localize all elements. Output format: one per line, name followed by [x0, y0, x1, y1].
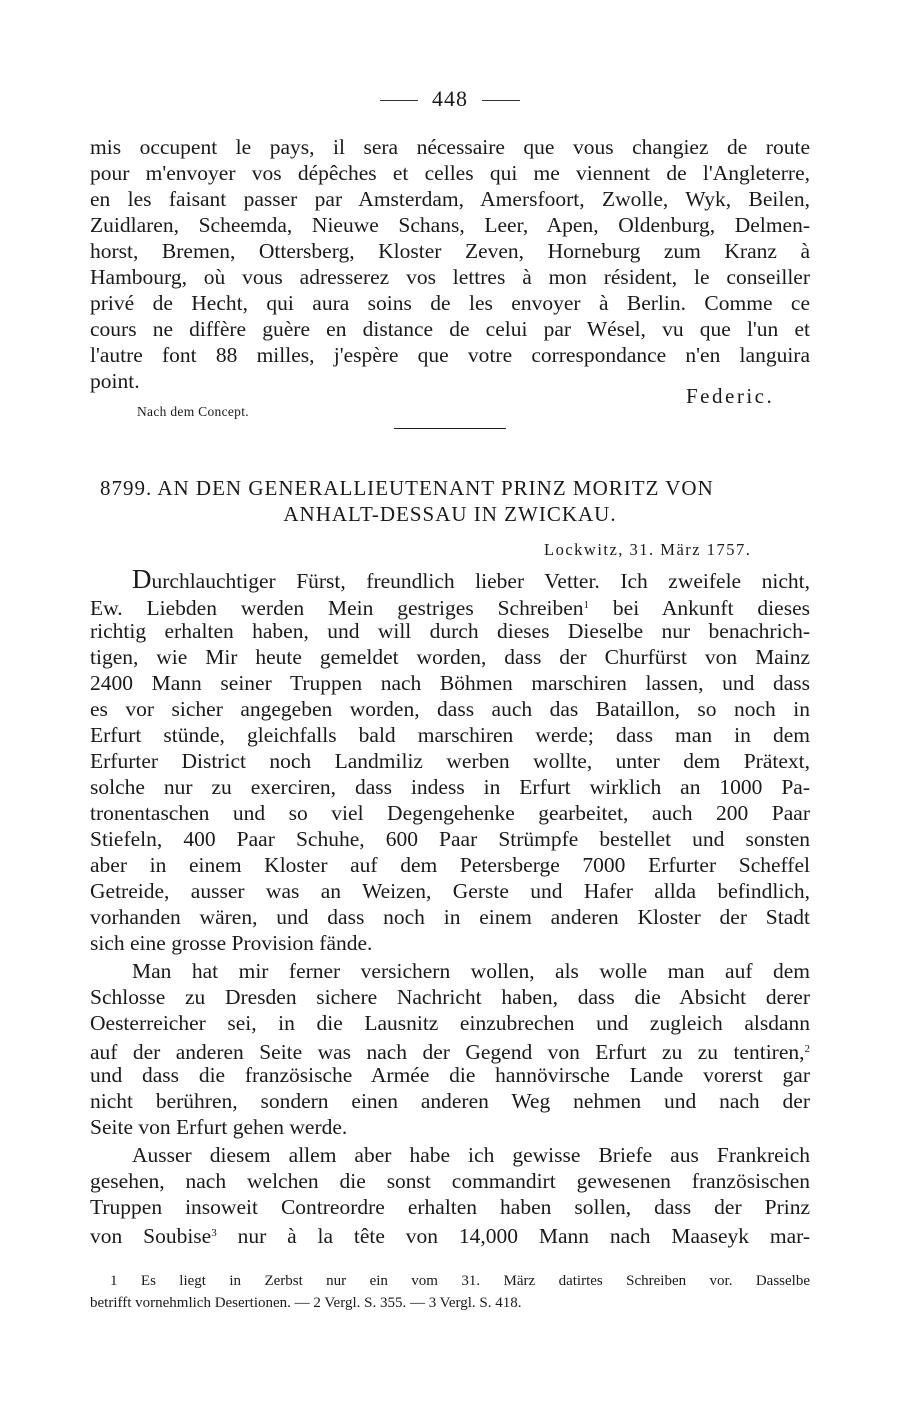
text-run: bei Ankunft dieses: [589, 596, 810, 620]
signature: Federic.: [686, 384, 775, 408]
text-line: l'autre font 88 milles, j'espère que votre correspondance n'en languira: [90, 343, 810, 367]
dateline: Lockwitz, 31. März 1757.: [544, 540, 752, 559]
drop-cap: D: [132, 564, 152, 594]
text-line: [132, 566, 810, 594]
text-run: von Soubise: [90, 1224, 212, 1248]
text-line: Stiefeln, 400 Paar Schuhe, 600 Paar Strümpfe bestellet und sonsten: [90, 827, 810, 851]
text-line: richtig erhalten haben, und will durch dieses Dieselbe nur benachrich-: [90, 619, 810, 643]
text-line: und dass die französische Armée die hannövirsche Lande vorerst gar: [90, 1063, 810, 1087]
text-line: Man hat mir ferner versichern wollen, als wolle man auf dem: [132, 959, 810, 983]
source-note: Nach dem Concept.: [137, 404, 249, 419]
text-line: privé de Hecht, qui aura soins de les envoyer à Berlin. Comme ce: [90, 291, 810, 315]
text-run: urchlauchtiger Fürst, freundlich lieber Vetter. Ich zweifele nicht,: [151, 569, 810, 593]
text-line: mis occupent le pays, il sera nécessaire que vous changiez de route: [90, 135, 810, 159]
letter-heading: 8799. AN DEN GENERALLIEUTENANT PRINZ MORITZ VON: [100, 476, 714, 500]
text-line: Schlosse zu Dresden sichere Nachricht haben, dass die Absicht derer: [90, 985, 810, 1009]
page-header: [0, 86, 900, 112]
page-number: 448: [432, 86, 468, 111]
header-dash-right: [482, 100, 520, 101]
header-dash-left: [380, 100, 418, 101]
text-line: Erfurt stünde, gleichfalls bald marschiren werde; dass man in dem: [90, 723, 810, 747]
text-line: point.: [90, 369, 140, 393]
text-line: [90, 1036, 810, 1065]
text-line: vorhanden wären, und dass noch in einem anderen Kloster der Stadt: [90, 905, 810, 929]
text-line: Oesterreicher sei, in die Lausnitz einzubrechen und zugleich alsdann: [90, 1011, 810, 1035]
footnote-line: 1 Es liegt in Zerbst nur ein vom 31. März datirtes Schreiben vor. Dasselbe: [110, 1273, 810, 1289]
text-line: [90, 592, 810, 621]
text-line: [90, 1220, 810, 1249]
text-line: aber in einem Kloster auf dem Petersberge 7000 Erfurter Scheffel: [90, 853, 810, 877]
text-line: Seite von Erfurt gehen werde.: [90, 1115, 348, 1139]
letter-heading-continued: ANHALT-DESSAU IN ZWICKAU.: [283, 502, 617, 526]
text-line: Truppen insoweit Contreordre erhalten haben sollen, dass der Prinz: [90, 1195, 810, 1219]
footnote-line: betrifft vornehmlich Desertionen. — 2 Vergl. S. 355. — 3 Vergl. S. 418.: [90, 1295, 522, 1311]
text-line: tronentaschen und so viel Degengehenke gearbeitet, auch 200 Paar: [90, 801, 810, 825]
text-line: gesehen, nach welchen die sonst commandirt gewesenen französischen: [90, 1169, 810, 1193]
text-line: sich eine grosse Provision fände.: [90, 931, 373, 955]
text-line: cours ne diffère guère en distance de celui par Wésel, vu que l'un et: [90, 317, 810, 341]
footnote-ref: 3: [211, 1227, 217, 1239]
text-line: Ausser diesem allem aber habe ich gewisse Briefe aus Frankreich: [132, 1143, 810, 1167]
text-line: en les faisant passer par Amsterdam, Amersfoort, Zwolle, Wyk, Beilen,: [90, 187, 810, 211]
text-line: Getreide, ausser was an Weizen, Gerste und Hafer allda befindlich,: [90, 879, 810, 903]
text-line: pour m'envoyer vos dépêches et celles qui me viennent de l'Angleterre,: [90, 161, 810, 185]
section-divider: [394, 428, 506, 429]
text-run: auf der anderen Seite was nach der Gegend von Erfurt zu zu tentiren,: [90, 1040, 805, 1064]
text-run: nur à la tête von 14,000 Mann nach Maaseyk mar-: [216, 1224, 811, 1248]
text-line: es vor sicher angegeben worden, dass auch das Bataillon, so noch in: [90, 697, 810, 721]
text-run: Ew. Liebden werden Mein gestriges Schreiben: [90, 596, 584, 620]
text-line: nicht berühren, sondern einen anderen Weg nehmen und nach der: [90, 1089, 810, 1113]
footnote-ref: 2: [804, 1043, 810, 1055]
text-line: Erfurter District noch Landmiliz werben wollte, unter dem Prätext,: [90, 749, 810, 773]
text-line: horst, Bremen, Ottersberg, Kloster Zeven, Horneburg zum Kranz à: [90, 239, 810, 263]
text-line: 2400 Mann seiner Truppen nach Böhmen marschiren lassen, und dass: [90, 671, 810, 695]
text-line: solche nur zu exerciren, dass indess in Erfurt wirklich an 1000 Pa-: [90, 775, 810, 799]
text-line: Hambourg, où vous adresserez vos lettres à mon résident, le conseiller: [90, 265, 810, 289]
footnote-ref: 1: [583, 599, 590, 611]
text-line: Zuidlaren, Scheemda, Nieuwe Schans, Leer, Apen, Oldenburg, Delmen-: [90, 213, 810, 237]
text-line: tigen, wie Mir heute gemeldet worden, dass der Churfürst von Mainz: [90, 645, 810, 669]
